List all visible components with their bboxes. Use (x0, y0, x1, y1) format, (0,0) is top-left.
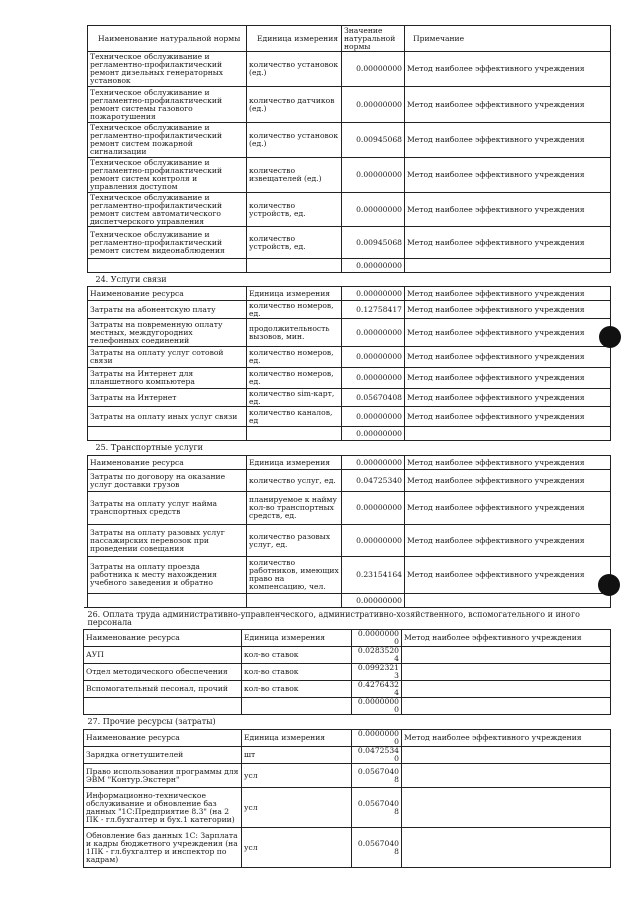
section-head-row (88, 287, 611, 301)
row-name: Наименование ресурса (88, 456, 247, 470)
row-value: 0.00000000 (342, 158, 405, 193)
row-value: 0.23154164 (342, 557, 405, 594)
row-unit: количество устройств, ед. (247, 227, 342, 259)
row-unit: количество работников, имеющих право на компенсацию, чел. (247, 557, 342, 594)
table-row (88, 158, 611, 193)
row-note: Метод наиболее эффективного учреждения (402, 630, 611, 647)
row-name: Затраты на оплату услуг сотовой связи (88, 347, 247, 368)
row-note: Метод наиболее эффективного учреждения (405, 319, 611, 347)
row-value: 0.00945068 (342, 227, 405, 259)
row-value: 0.04725340 (352, 747, 402, 764)
row-unit: количество установок (ед.) (247, 123, 342, 158)
total-row (88, 259, 611, 273)
row-name: Затраты на повременную оплату местных, междугородних телефонных соединений (88, 319, 247, 347)
table-row (88, 193, 611, 227)
table-row (88, 52, 611, 87)
row-value: 0.00000000 (342, 52, 405, 87)
row-value: 0.09923213 (352, 664, 402, 681)
row-name: Затраты на оплату иных услуг связи (88, 407, 247, 427)
row-name: Затраты на Интернет (88, 389, 247, 407)
row-name: Вспомогательный песонал, прочий (84, 681, 242, 698)
table-row (88, 525, 611, 557)
row-value: 0.12758417 (342, 301, 405, 319)
row-value: 0.05670408 (352, 788, 402, 828)
table-header-row (88, 26, 611, 52)
section-title: 26. Оплата труда административно-управленческого, административно-хозяйственного, вспомогательного и иного персонала (84, 608, 611, 630)
row-name: Затраты на оплату услуг найма транспортных средств (88, 492, 247, 525)
section-title: 24. Услуги связи (88, 273, 611, 287)
row-note: Метод наиболее эффективного учреждения (402, 730, 611, 747)
table-row (88, 557, 611, 594)
row-unit: количество извещателей (ед.) (247, 158, 342, 193)
norms-table-lower (83, 607, 611, 868)
row-note: Метод наиболее эффективного учреждения (405, 456, 611, 470)
row-name: Обновление баз данных 1С: Зарплата и кадры бюджетного учреждения (на 1ПК - гл.бухгалтер и инспектор по кадрам) (84, 828, 242, 868)
row-note (402, 828, 611, 868)
row-unit: Единица измерения (247, 456, 342, 470)
row-note: Метод наиболее эффективного учреждения (405, 470, 611, 492)
header-unit: Единица измерения (247, 26, 342, 52)
table-row (88, 407, 611, 427)
row-unit: продолжительность вызовов, мин. (247, 319, 342, 347)
row-unit: Единица измерения (247, 287, 342, 301)
row-name: Техническое обслуживание и регламентно-профилактический ремонт систем видеонаблюдения (88, 227, 247, 259)
row-name: Зарядка огнетушителей (84, 747, 242, 764)
row-name: Затраты по договору на оказание услуг доставки грузов (88, 470, 247, 492)
table-row (84, 647, 611, 664)
row-unit: планируемое к найму кол-во транспортных средств, ед. (247, 492, 342, 525)
row-unit: кол-во ставок (242, 681, 352, 698)
row-note: Метод наиболее эффективного учреждения (405, 368, 611, 389)
table-row (88, 368, 611, 389)
table-row (88, 347, 611, 368)
row-unit: количество sim-карт, ед. (247, 389, 342, 407)
row-name: Информационно-техническое обслуживание и обновление баз данных "1С:Предприятие 8.3" (на 2 ПК - гл.бухгалтер и бух.1 категории) (84, 788, 242, 828)
row-note: Метод наиболее эффективного учреждения (405, 193, 611, 227)
row-name: Затраты на оплату проезда работника к месту нахождения учебного заведения и обратно (88, 557, 247, 594)
row-unit: количество номеров, ед. (247, 368, 342, 389)
total-value: 0.00000000 (342, 427, 405, 441)
row-unit: количество датчиков (ед.) (247, 87, 342, 123)
row-value: 0.00000000 (342, 525, 405, 557)
binder-hole-mark (598, 574, 620, 596)
row-name: Наименование ресурса (88, 287, 247, 301)
row-note: Метод наиболее эффективного учреждения (405, 123, 611, 158)
row-unit: кол-во ставок (242, 647, 352, 664)
section-head-row (88, 456, 611, 470)
row-unit: усл (242, 828, 352, 868)
section-title-row (84, 715, 611, 730)
row-unit: шт (242, 747, 352, 764)
row-unit: Единица измерения (242, 730, 352, 747)
table-row (88, 227, 611, 259)
table-row (88, 319, 611, 347)
row-name: Техническое обслуживание и регламентно-профилактический ремонт систем контроля и управления доступом (88, 158, 247, 193)
table-row (84, 828, 611, 868)
row-value: 0.42764324 (352, 681, 402, 698)
row-note: Метод наиболее эффективного учреждения (405, 525, 611, 557)
row-value: 0.05670408 (352, 764, 402, 788)
row-note: Метод наиболее эффективного учреждения (405, 158, 611, 193)
section-title-row (84, 608, 611, 630)
row-note: Метод наиболее эффективного учреждения (405, 227, 611, 259)
row-note (402, 664, 611, 681)
norms-table-upper (87, 25, 611, 608)
row-name: Техническое обслуживание и регламентно-профилактический ремонт систем пожарной сигнализации (88, 123, 247, 158)
row-note: Метод наиболее эффективного учреждения (405, 407, 611, 427)
row-name: Право использования программы для ЭВМ "Контур.Экстерн" (84, 764, 242, 788)
row-note (402, 681, 611, 698)
row-value: 0.00000000 (352, 730, 402, 747)
row-value: 0.05670408 (352, 828, 402, 868)
table-row (88, 123, 611, 158)
row-value: 0.00000000 (342, 456, 405, 470)
total-row (88, 427, 611, 441)
row-note: Метод наиболее эффективного учреждения (405, 87, 611, 123)
table-row (88, 492, 611, 525)
total-value: 0.00000000 (342, 259, 405, 273)
row-value: 0.04725340 (342, 470, 405, 492)
row-value: 0.00000000 (342, 492, 405, 525)
row-value: 0.00000000 (342, 368, 405, 389)
table-row (88, 301, 611, 319)
section-title: 27. Прочие ресурсы (затраты) (84, 715, 611, 730)
section-head-row (84, 630, 611, 647)
header-note: Примечание (405, 26, 611, 52)
row-name: Отдел методического обеспечения (84, 664, 242, 681)
binder-hole-mark (599, 326, 621, 348)
row-note: Метод наиболее эффективного учреждения (405, 557, 611, 594)
row-note: Метод наиболее эффективного учреждения (405, 52, 611, 87)
header-name: Наименование натуральной нормы (88, 26, 247, 52)
section-title-row (88, 441, 611, 456)
row-value: 0.00945068 (342, 123, 405, 158)
row-value: 0.00000000 (342, 347, 405, 368)
row-note (402, 788, 611, 828)
table-row (84, 764, 611, 788)
row-unit: количество устройств, ед. (247, 193, 342, 227)
table-row (88, 389, 611, 407)
total-value: 0.00000000 (352, 698, 402, 715)
row-name: Затраты на оплату разовых услуг пассажирских перевозок при проведении совещания (88, 525, 247, 557)
row-value: 0.00000000 (342, 319, 405, 347)
row-value: 0.00000000 (352, 630, 402, 647)
row-note (402, 647, 611, 664)
row-name: Затраты на Интернет для планшетного компьютера (88, 368, 247, 389)
row-name: Наименование ресурса (84, 630, 242, 647)
row-value: 0.02835204 (352, 647, 402, 664)
row-value: 0.00000000 (342, 407, 405, 427)
table-row (84, 788, 611, 828)
section-title-row (88, 273, 611, 287)
table-row (84, 681, 611, 698)
row-unit: количество разовых услуг, ед. (247, 525, 342, 557)
row-name: Наименование ресурса (84, 730, 242, 747)
table-row (88, 470, 611, 492)
row-unit: количество услуг, ед. (247, 470, 342, 492)
row-note: Метод наиболее эффективного учреждения (405, 301, 611, 319)
table-row (84, 664, 611, 681)
row-note: Метод наиболее эффективного учреждения (405, 389, 611, 407)
row-unit: усл (242, 764, 352, 788)
row-value: 0.00000000 (342, 193, 405, 227)
section-head-row (84, 730, 611, 747)
row-value: 0.00000000 (342, 287, 405, 301)
row-name: АУП (84, 647, 242, 664)
row-unit: кол-во ставок (242, 664, 352, 681)
total-value: 0.00000000 (342, 594, 405, 608)
row-name: Техническое обслуживание и регламентно-профилактический ремонт системы газового пожаротушения (88, 87, 247, 123)
row-value: 0.00000000 (342, 87, 405, 123)
row-name: Техническое обслуживание и регламентно-профилактический ремонт систем автоматического диспетчерского управления (88, 193, 247, 227)
row-value: 0.05670408 (342, 389, 405, 407)
row-name: Техническое обслуживание и регламентно-профилактический ремонт дизельных генераторных установок (88, 52, 247, 87)
section-title: 25. Транспортные услуги (88, 441, 611, 456)
row-note: Метод наиболее эффективного учреждения (405, 287, 611, 301)
row-note (402, 747, 611, 764)
row-unit: количество номеров, ед. (247, 347, 342, 368)
row-note (402, 764, 611, 788)
row-unit: усл (242, 788, 352, 828)
row-name: Затраты на абонентскую плату (88, 301, 247, 319)
row-unit: количество установок (ед.) (247, 52, 342, 87)
row-unit: количество номеров, ед. (247, 301, 342, 319)
total-row (84, 698, 611, 715)
total-row (88, 594, 611, 608)
row-unit: Единица измерения (242, 630, 352, 647)
row-unit: количество каналов, ед (247, 407, 342, 427)
row-note: Метод наиболее эффективного учреждения (405, 492, 611, 525)
table-row (88, 87, 611, 123)
row-note: Метод наиболее эффективного учреждения (405, 347, 611, 368)
table-row (84, 747, 611, 764)
header-value: Значение натуральной нормы (342, 26, 405, 52)
